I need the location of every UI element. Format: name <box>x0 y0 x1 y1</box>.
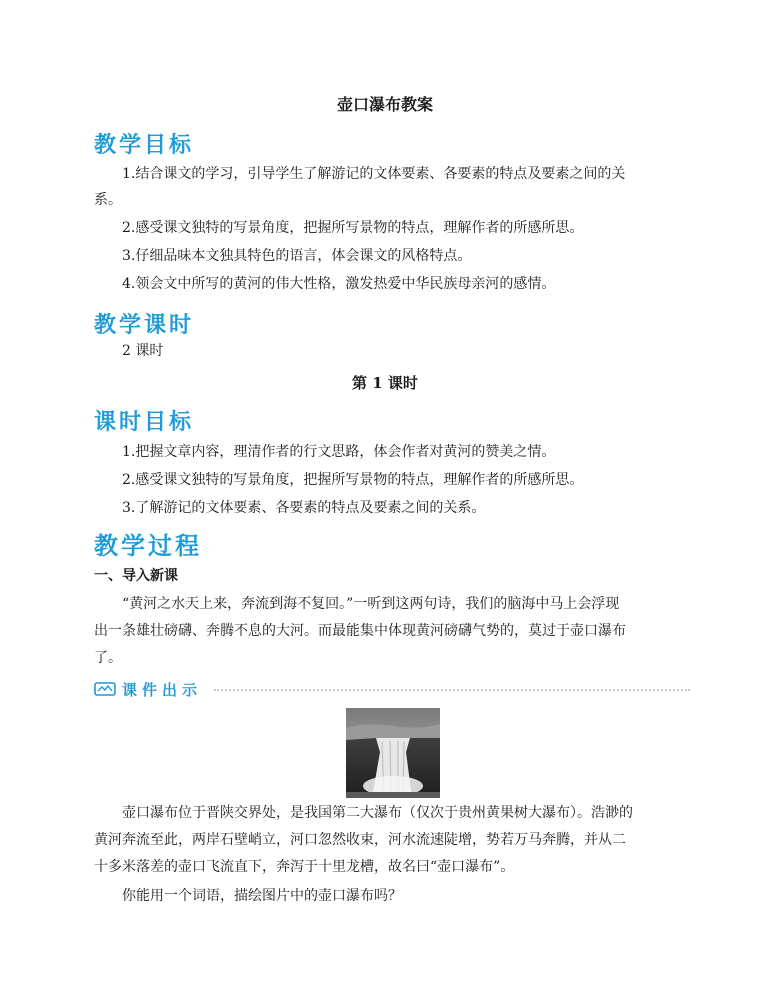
courseware-label: 课件出示 <box>122 681 203 699</box>
objective-2: 2.感受课文独特的写景角度，把握所写景物的特点，理解作者的所感所思。 <box>122 220 584 236</box>
lesson-objective-1: 1.把握文章内容，理清作者的行文思路，体会作者对黄河的赞美之情。 <box>122 444 556 460</box>
heading-objectives: 教学目标 <box>94 133 195 158</box>
question: 你能用一个词语，描绘图片中的壶口瀑布吗？ <box>122 888 402 904</box>
courseware-banner <box>94 680 690 698</box>
objective-4: 4.领会文中所写的黄河的伟大性格，激发热爱中华民族母亲河的感情。 <box>122 276 556 292</box>
document-title: 壶口瀑布教案 <box>336 95 433 114</box>
waterfall-photo <box>346 708 440 798</box>
section-intro-label: 一、导入新课 <box>94 568 178 584</box>
courseware-icon <box>94 681 116 697</box>
objective-3: 3.仔细品味本文独具特色的语言，体会课文的风格特点。 <box>122 248 472 264</box>
lesson-objective-3: 3.了解游记的文体要素、各要素的特点及要素之间的关系。 <box>122 500 486 516</box>
intro-line-2: 出一条雄壮磅礴、奔腾不息的大河。而最能集中体现黄河磅礴气势的，莫过于壶口瀑布 <box>94 623 626 639</box>
heading-hours: 教学课时 <box>94 313 195 338</box>
heading-process: 教学过程 <box>94 532 202 560</box>
lesson-objective-2: 2.感受课文独特的写景角度，把握所写景物的特点，理解作者的所感所思。 <box>122 472 584 488</box>
banner-dotted-rule <box>214 689 690 691</box>
intro-line-1: “黄河之水天上来，奔流到海不复回。”一听到这两句诗，我们的脑海中马上会浮现 <box>122 596 620 612</box>
intro-line-3: 了。 <box>94 650 122 666</box>
hours-value: 2 课时 <box>122 343 164 359</box>
lesson-title: 第 1 课时 <box>352 374 418 392</box>
caption-line-3: 十多米落差的壶口飞流直下，奔泻于十里龙槽，故名曰“壶口瀑布”。 <box>94 859 515 875</box>
caption-line-2: 黄河奔流至此，两岸石壁峭立，河口忽然收束，河水流速陡增，势若万马奔腾，并从二 <box>94 832 626 848</box>
objective-1-line-2: 系。 <box>94 192 122 208</box>
heading-lesson-objectives: 课时目标 <box>94 410 195 435</box>
objective-1-line-1: 1.结合课文的学习，引导学生了解游记的文体要素、各要素的特点及要素之间的关 <box>122 166 626 182</box>
caption-line-1: 壶口瀑布位于晋陕交界处，是我国第二大瀑布（仅次于贵州黄果树大瀑布）。浩渺的 <box>122 805 633 821</box>
